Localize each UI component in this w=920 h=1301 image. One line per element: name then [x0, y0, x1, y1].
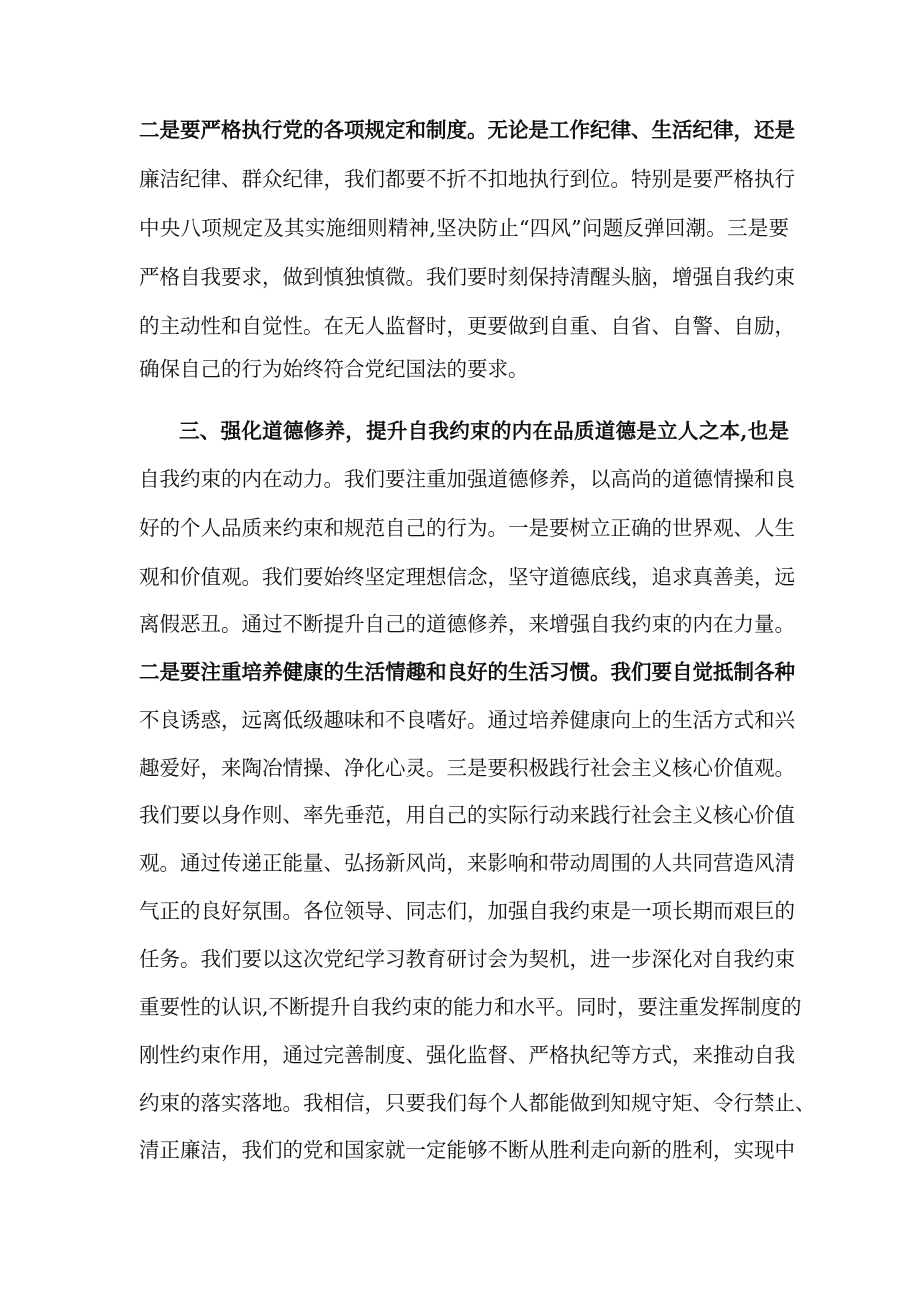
paragraph-1-line-2: 廉洁纪律、群众纪律，我们都要不折不扣地执行到位。特别是要严格执行	[139, 167, 795, 191]
paragraph-1-line-3: 中央八项规定及其实施细则精神,坚决防止“四风”问题反弹回潮。三是要	[139, 216, 789, 240]
paragraph-2-line-16: 清正廉洁，我们的党和国家就一定能够不断从胜利走向新的胜利，实现中	[139, 1138, 795, 1162]
paragraph-2-line-11: 气正的良好氛围。各位领导、同志们，加强自我约束是一项长期而艰巨的	[139, 899, 795, 923]
paragraph-2-heading-line: 三、强化道德修养，提升自我约束的内在品质道德是立人之本,也是	[179, 419, 789, 443]
paragraph-2-line-4: 观和价值观。我们要始终坚定理想信念，坚守道德底线，追求真善美，远	[139, 565, 795, 589]
paragraph-2-line-3: 好的个人品质来约束和规范自己的行为。一是要树立正确的世界观、人生	[139, 516, 795, 540]
paragraph-2-line-12: 任务。我们要以这次党纪学习教育研讨会为契机，进一步深化对自我约束	[139, 947, 795, 971]
paragraph-2-line-13: 重要性的认识,不断提升自我约束的能力和水平。同时，要注重发挥制度的	[139, 995, 802, 1019]
paragraph-2-line-5: 离假恶丑。通过不断提升自己的道德修养，来增强自我约束的内在力量。	[139, 612, 795, 636]
paragraph-2-line-9: 我们要以身作则、率先垂范，用自己的实际行动来践行社会主义核心价值	[139, 803, 795, 827]
paragraph-2-line-8: 趣爱好，来陶冶情操、净化心灵。三是要积极践行社会主义核心价值观。	[139, 756, 795, 780]
paragraph-2-line-7: 不良诱惑，远离低级趣味和不良嗜好。通过培养健康向上的生活方式和兴	[139, 708, 795, 732]
paragraph-2-line-10: 观。通过传递正能量、弘扬新风尚，来影响和带动周围的人共同营造风清	[139, 851, 795, 875]
paragraph-1-line-4: 严格自我要求，做到慎独慎微。我们要时刻保持清醒头脑，增强自我约束	[139, 265, 795, 289]
paragraph-2-line-14: 刚性约束作用，通过完善制度、强化监督、严格执纪等方式，来推动自我	[139, 1043, 795, 1067]
paragraph-1-line-6: 确保自己的行为始终符合党纪国法的要求。	[139, 357, 529, 381]
paragraph-1-line-5: 的主动性和自觉性。在无人监督时，更要做到自重、自省、自警、自励，	[139, 314, 795, 338]
paragraph-1-line-1: 二是要严格执行党的各项规定和制度。无论是工作纪律、生活纪律，还是	[139, 118, 795, 142]
paragraph-2-line-6: 二是要注重培养健康的生活情趣和良好的生活习惯。我们要自觉抵制各种	[139, 660, 795, 684]
paragraph-2-line-2: 自我约束的内在动力。我们要注重加强道德修养，以高尚的道德情操和良	[139, 467, 795, 491]
paragraph-2-line-15: 约束的落实落地。我相信，只要我们每个人都能做到知规守矩、令行禁止、	[139, 1091, 816, 1115]
